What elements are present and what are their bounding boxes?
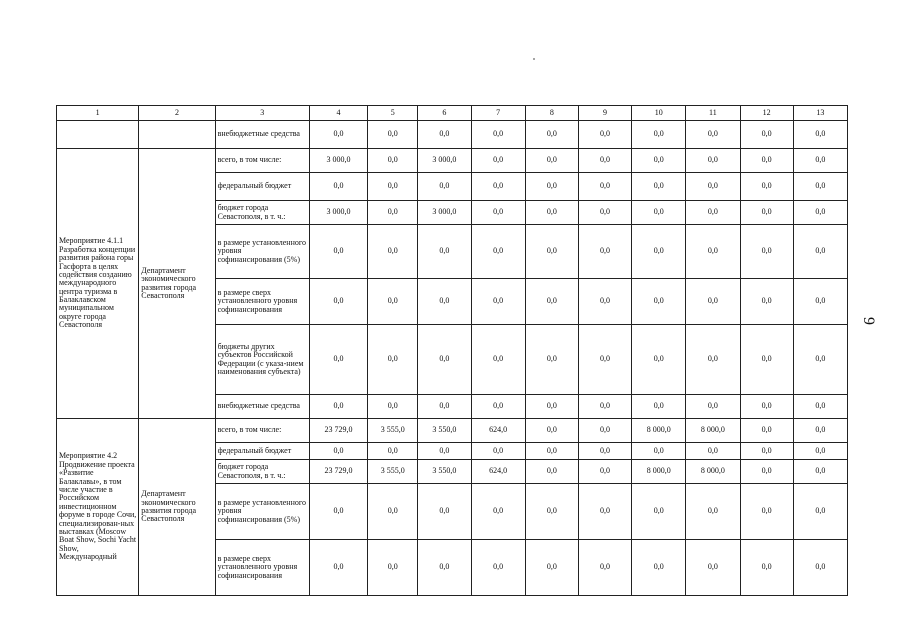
value-cell-col6: 3 550,0 — [418, 460, 471, 484]
value-cell-col5: 0,0 — [368, 201, 418, 225]
value-cell-col10: 0,0 — [632, 225, 686, 279]
value-cell-col11: 0,0 — [686, 149, 740, 173]
value-cell-col4: 0,0 — [309, 540, 367, 596]
value-cell-col4: 0,0 — [309, 121, 367, 149]
column-header-10: 10 — [632, 106, 686, 121]
value-cell-col12: 0,0 — [740, 395, 793, 419]
value-cell-col10: 0,0 — [632, 443, 686, 460]
value-cell-col8: 0,0 — [525, 540, 578, 596]
value-cell-col12: 0,0 — [740, 484, 793, 540]
measure-4-2-executor-text: Департамент экономического развития города Севастополя — [141, 489, 196, 524]
value-cell-col8: 0,0 — [525, 395, 578, 419]
value-cell-col9: 0,0 — [578, 325, 631, 395]
value-cell-col7: 624,0 — [471, 460, 525, 484]
budget-source-label: в размере сверх установленного уровня софинансирования — [215, 279, 309, 325]
value-cell-col9: 0,0 — [578, 460, 631, 484]
value-cell-col5: 0,0 — [368, 173, 418, 201]
value-cell-col12: 0,0 — [740, 225, 793, 279]
value-cell-col4: 0,0 — [309, 225, 367, 279]
value-cell-col6: 0,0 — [418, 279, 471, 325]
value-cell-col10: 0,0 — [632, 279, 686, 325]
value-cell-col9: 0,0 — [578, 121, 631, 149]
value-cell-col4: 0,0 — [309, 325, 367, 395]
value-cell-col8: 0,0 — [525, 279, 578, 325]
value-cell-col5: 0,0 — [368, 443, 418, 460]
value-cell-col6: 0,0 — [418, 225, 471, 279]
page-number: 9 — [860, 317, 877, 325]
budget-source-label: всего, в том числе: — [215, 149, 309, 173]
value-cell-col6: 0,0 — [418, 540, 471, 596]
value-cell-col11: 0,0 — [686, 121, 740, 149]
value-cell-col7: 0,0 — [471, 279, 525, 325]
value-cell-col7: 0,0 — [471, 201, 525, 225]
value-cell-col5: 0,0 — [368, 395, 418, 419]
value-cell-col8: 0,0 — [525, 225, 578, 279]
value-cell-col5: 0,0 — [368, 121, 418, 149]
value-cell-col13: 0,0 — [793, 460, 847, 484]
budget-source-label: федеральный бюджет — [215, 173, 309, 201]
measure-4-2-executor — [139, 419, 215, 596]
scan-speck — [533, 58, 535, 60]
value-cell-col6: 3 550,0 — [418, 419, 471, 443]
value-cell-col8: 0,0 — [525, 460, 578, 484]
value-cell-col4: 23 729,0 — [309, 460, 367, 484]
value-cell-col11: 0,0 — [686, 225, 740, 279]
value-cell-col10: 0,0 — [632, 540, 686, 596]
value-cell-col11: 0,0 — [686, 173, 740, 201]
value-cell-col13: 0,0 — [793, 484, 847, 540]
column-header-7: 7 — [471, 106, 525, 121]
value-cell-col8: 0,0 — [525, 443, 578, 460]
value-cell-col7: 0,0 — [471, 173, 525, 201]
value-cell-col9: 0,0 — [578, 484, 631, 540]
value-cell-col12: 0,0 — [740, 149, 793, 173]
budget-source-label: бюджет города Севастополя, в т. ч.: — [215, 201, 309, 225]
column-header-3: 3 — [215, 106, 309, 121]
column-header-13: 13 — [793, 106, 847, 121]
value-cell-col6: 0,0 — [418, 325, 471, 395]
value-cell-col4: 0,0 — [309, 173, 367, 201]
value-cell-col9: 0,0 — [578, 149, 631, 173]
value-cell-col7: 0,0 — [471, 443, 525, 460]
value-cell-col5: 3 555,0 — [368, 460, 418, 484]
value-cell-col6: 0,0 — [418, 173, 471, 201]
value-cell-col9: 0,0 — [578, 443, 631, 460]
value-cell-col12: 0,0 — [740, 121, 793, 149]
column-header-11: 11 — [686, 106, 740, 121]
value-cell-col13: 0,0 — [793, 149, 847, 173]
value-cell-col10: 0,0 — [632, 121, 686, 149]
value-cell-col7: 0,0 — [471, 484, 525, 540]
value-cell-col12: 0,0 — [740, 443, 793, 460]
value-cell-col13: 0,0 — [793, 121, 847, 149]
value-cell-col12: 0,0 — [740, 460, 793, 484]
column-header-4: 4 — [309, 106, 367, 121]
column-header-8: 8 — [525, 106, 578, 121]
value-cell-col6: 0,0 — [418, 121, 471, 149]
value-cell-col8: 0,0 — [525, 173, 578, 201]
value-cell-col11: 0,0 — [686, 201, 740, 225]
value-cell-col7: 0,0 — [471, 540, 525, 596]
value-cell-col5: 0,0 — [368, 484, 418, 540]
value-cell-col10: 0,0 — [632, 484, 686, 540]
value-cell-col10: 0,0 — [632, 173, 686, 201]
value-cell-col12: 0,0 — [740, 279, 793, 325]
budget-source-label: всего, в том числе: — [215, 419, 309, 443]
value-cell-col6: 3 000,0 — [418, 149, 471, 173]
column-header-2: 2 — [139, 106, 215, 121]
value-cell-col8: 0,0 — [525, 484, 578, 540]
value-cell-col11: 0,0 — [686, 443, 740, 460]
value-cell-col11: 0,0 — [686, 325, 740, 395]
value-cell-col5: 0,0 — [368, 225, 418, 279]
value-cell-col7: 0,0 — [471, 395, 525, 419]
budget-source-label: в размере установленного уровня софинансирования (5%) — [215, 484, 309, 540]
table-row — [57, 149, 848, 173]
budget-source-label: внебюджетные средства — [215, 121, 309, 149]
measure-4-1-1-executor — [139, 149, 215, 419]
value-cell-col10: 8 000,0 — [632, 460, 686, 484]
table-row — [57, 419, 848, 443]
value-cell-col13: 0,0 — [793, 443, 847, 460]
value-cell-col7: 0,0 — [471, 225, 525, 279]
value-cell-col9: 0,0 — [578, 201, 631, 225]
value-cell-col13: 0,0 — [793, 225, 847, 279]
value-cell-col9: 0,0 — [578, 395, 631, 419]
value-cell-col12: 0,0 — [740, 419, 793, 443]
budget-source-label: внебюджетные средства — [215, 395, 309, 419]
value-cell-col4: 23 729,0 — [309, 419, 367, 443]
value-cell-col10: 0,0 — [632, 325, 686, 395]
value-cell-col7: 0,0 — [471, 121, 525, 149]
budget-source-label: в размере сверх установленного уровня софинансирования — [215, 540, 309, 596]
value-cell-col4: 0,0 — [309, 395, 367, 419]
value-cell-col7: 0,0 — [471, 325, 525, 395]
value-cell-col11: 0,0 — [686, 395, 740, 419]
value-cell-col7: 624,0 — [471, 419, 525, 443]
value-cell-col7: 0,0 — [471, 149, 525, 173]
table-row — [57, 121, 848, 149]
value-cell-col9: 0,0 — [578, 419, 631, 443]
value-cell-col8: 0,0 — [525, 201, 578, 225]
value-cell-col8: 0,0 — [525, 325, 578, 395]
budget-source-label: в размере установленного уровня софинансирования (5%) — [215, 225, 309, 279]
value-cell-col6: 0,0 — [418, 484, 471, 540]
column-header-5: 5 — [368, 106, 418, 121]
column-header-9: 9 — [578, 106, 631, 121]
value-cell-col4: 0,0 — [309, 279, 367, 325]
value-cell-col6: 3 000,0 — [418, 201, 471, 225]
value-cell-col4: 3 000,0 — [309, 149, 367, 173]
value-cell-col12: 0,0 — [740, 540, 793, 596]
value-cell-col9: 0,0 — [578, 540, 631, 596]
value-cell-col5: 0,0 — [368, 540, 418, 596]
budget-table — [56, 105, 848, 596]
value-cell-col10: 8 000,0 — [632, 419, 686, 443]
budget-source-label: федеральный бюджет — [215, 443, 309, 460]
value-cell-col5: 0,0 — [368, 279, 418, 325]
value-cell-col6: 0,0 — [418, 395, 471, 419]
value-cell-col4: 3 000,0 — [309, 201, 367, 225]
value-cell-col13: 0,0 — [793, 325, 847, 395]
value-cell-col9: 0,0 — [578, 279, 631, 325]
value-cell-col13: 0,0 — [793, 540, 847, 596]
column-header-row — [57, 106, 848, 121]
value-cell-col13: 0,0 — [793, 173, 847, 201]
value-cell-col13: 0,0 — [793, 419, 847, 443]
value-cell-col8: 0,0 — [525, 419, 578, 443]
value-cell-col5: 0,0 — [368, 325, 418, 395]
value-cell-col9: 0,0 — [578, 225, 631, 279]
value-cell-col11: 0,0 — [686, 484, 740, 540]
measure-cell-empty — [57, 121, 139, 149]
value-cell-col11: 8 000,0 — [686, 419, 740, 443]
value-cell-col4: 0,0 — [309, 484, 367, 540]
value-cell-col10: 0,0 — [632, 149, 686, 173]
measure-4-1-1-executor-text: Департамент экономического развития города Севастополя — [141, 265, 196, 300]
budget-source-label: бюджет города Севастополя, в т. ч.: — [215, 460, 309, 484]
measure-4-1-1-title — [57, 149, 139, 419]
value-cell-col5: 0,0 — [368, 149, 418, 173]
value-cell-col10: 0,0 — [632, 201, 686, 225]
measure-4-2-title-text: Мероприятие 4.2 Продвижение проекта «Развитие Балаклавы», в том числе участие в Российском инвестиционном форуме в городе Сочи, специализирован-ных выставках (Moscow Boat Show, Sochi Yacht Show, Международный — [59, 451, 137, 562]
budget-source-label: бюджеты других субъектов Российской Федерации (с указа-нием наименования субъекта) — [215, 325, 309, 395]
value-cell-col4: 0,0 — [309, 443, 367, 460]
value-cell-col11: 8 000,0 — [686, 460, 740, 484]
value-cell-col13: 0,0 — [793, 279, 847, 325]
value-cell-col12: 0,0 — [740, 173, 793, 201]
measure-4-2-title — [57, 419, 139, 596]
value-cell-col10: 0,0 — [632, 395, 686, 419]
value-cell-col8: 0,0 — [525, 149, 578, 173]
column-header-12: 12 — [740, 106, 793, 121]
value-cell-col13: 0,0 — [793, 395, 847, 419]
value-cell-col12: 0,0 — [740, 201, 793, 225]
value-cell-col11: 0,0 — [686, 279, 740, 325]
value-cell-col6: 0,0 — [418, 443, 471, 460]
measure-4-1-1-title-text: Мероприятие 4.1.1 Разработка концепции развития района горы Гасфорта в целях содействия созданию международного центра туризма в Балаклавском муниципальном округе города Севастополя — [59, 236, 136, 330]
executor-cell-empty — [139, 121, 215, 149]
value-cell-col9: 0,0 — [578, 173, 631, 201]
value-cell-col13: 0,0 — [793, 201, 847, 225]
value-cell-col12: 0,0 — [740, 325, 793, 395]
value-cell-col5: 3 555,0 — [368, 419, 418, 443]
value-cell-col11: 0,0 — [686, 540, 740, 596]
column-header-6: 6 — [418, 106, 471, 121]
column-header-1: 1 — [57, 106, 139, 121]
value-cell-col8: 0,0 — [525, 121, 578, 149]
